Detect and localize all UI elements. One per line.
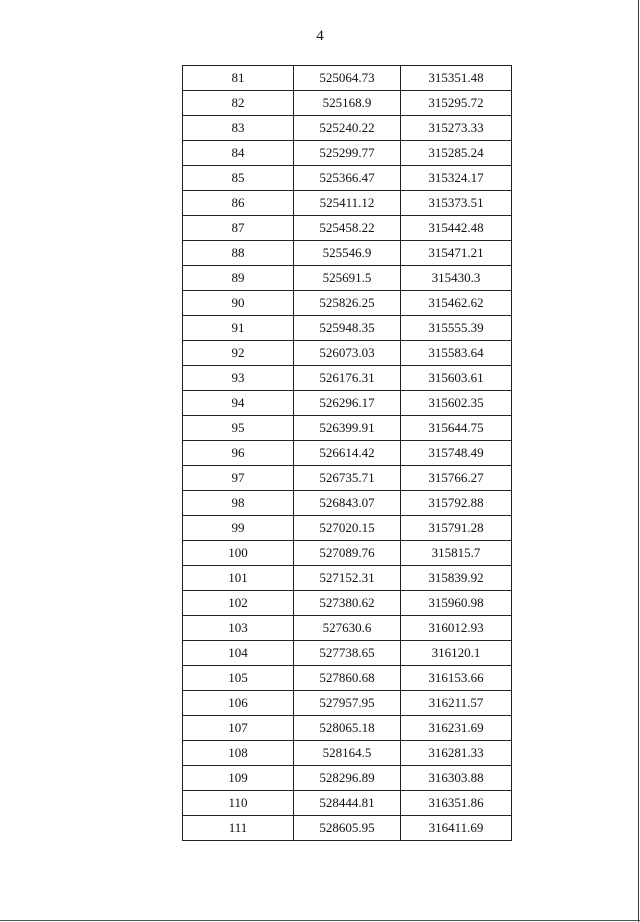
y-coordinate-cell: 315791.28: [401, 516, 512, 541]
table-row: [183, 91, 512, 116]
y-coordinate-cell: 315273.33: [401, 116, 512, 141]
table-row: [183, 316, 512, 341]
point-number-cell: 89: [183, 266, 294, 291]
point-number-cell: 111: [183, 816, 294, 841]
page-edge-right: [638, 0, 639, 922]
y-coordinate-cell: 316120.1: [401, 641, 512, 666]
x-coordinate-cell: 525168.9: [294, 91, 401, 116]
x-coordinate-cell: 528164.5: [294, 741, 401, 766]
point-number-cell: 88: [183, 241, 294, 266]
point-number-cell: 82: [183, 91, 294, 116]
x-coordinate-cell: 527020.15: [294, 516, 401, 541]
point-number-cell: 104: [183, 641, 294, 666]
y-coordinate-cell: 315644.75: [401, 416, 512, 441]
table-row: [183, 191, 512, 216]
y-coordinate-cell: 315285.24: [401, 141, 512, 166]
table-row: [183, 716, 512, 741]
table-row: [183, 366, 512, 391]
table-row: [183, 391, 512, 416]
table-row: [183, 641, 512, 666]
table-row: [183, 816, 512, 841]
x-coordinate-cell: 526073.03: [294, 341, 401, 366]
y-coordinate-cell: 316411.69: [401, 816, 512, 841]
x-coordinate-cell: 525691.5: [294, 266, 401, 291]
x-coordinate-cell: 528605.95: [294, 816, 401, 841]
page-edge-bottom: [0, 920, 640, 921]
point-number-cell: 110: [183, 791, 294, 816]
y-coordinate-cell: 315471.21: [401, 241, 512, 266]
point-number-cell: 93: [183, 366, 294, 391]
x-coordinate-cell: 525411.12: [294, 191, 401, 216]
y-coordinate-cell: 315442.48: [401, 216, 512, 241]
x-coordinate-cell: 526296.17: [294, 391, 401, 416]
y-coordinate-cell: 316231.69: [401, 716, 512, 741]
point-number-cell: 91: [183, 316, 294, 341]
y-coordinate-cell: 315462.62: [401, 291, 512, 316]
y-coordinate-cell: 316012.93: [401, 616, 512, 641]
x-coordinate-cell: 527738.65: [294, 641, 401, 666]
y-coordinate-cell: 315430.3: [401, 266, 512, 291]
y-coordinate-cell: 316211.57: [401, 691, 512, 716]
page-number: 4: [316, 28, 324, 44]
y-coordinate-cell: 315748.49: [401, 441, 512, 466]
point-number-cell: 94: [183, 391, 294, 416]
x-coordinate-cell: 528296.89: [294, 766, 401, 791]
point-number-cell: 107: [183, 716, 294, 741]
table-row: [183, 541, 512, 566]
table-row: [183, 566, 512, 591]
table-row: [183, 616, 512, 641]
x-coordinate-cell: 527630.6: [294, 616, 401, 641]
x-coordinate-cell: 526176.31: [294, 366, 401, 391]
y-coordinate-cell: 315324.17: [401, 166, 512, 191]
y-coordinate-cell: 315960.98: [401, 591, 512, 616]
y-coordinate-cell: 315295.72: [401, 91, 512, 116]
table-row: [183, 116, 512, 141]
x-coordinate-cell: 526735.71: [294, 466, 401, 491]
y-coordinate-cell: 315583.64: [401, 341, 512, 366]
x-coordinate-cell: 525948.35: [294, 316, 401, 341]
x-coordinate-cell: 528444.81: [294, 791, 401, 816]
table-row: [183, 791, 512, 816]
table-row: [183, 266, 512, 291]
point-number-cell: 103: [183, 616, 294, 641]
table-row: [183, 416, 512, 441]
table-row: [183, 341, 512, 366]
y-coordinate-cell: 315839.92: [401, 566, 512, 591]
point-number-cell: 102: [183, 591, 294, 616]
x-coordinate-cell: 526843.07: [294, 491, 401, 516]
x-coordinate-cell: 526399.91: [294, 416, 401, 441]
table-row: [183, 166, 512, 191]
y-coordinate-cell: 316351.86: [401, 791, 512, 816]
x-coordinate-cell: 527089.76: [294, 541, 401, 566]
point-number-cell: 101: [183, 566, 294, 591]
table-row: [183, 591, 512, 616]
point-number-cell: 108: [183, 741, 294, 766]
y-coordinate-cell: 315373.51: [401, 191, 512, 216]
y-coordinate-cell: 315815.7: [401, 541, 512, 566]
y-coordinate-cell: 315555.39: [401, 316, 512, 341]
point-number-cell: 85: [183, 166, 294, 191]
table-row: [183, 241, 512, 266]
point-number-cell: 105: [183, 666, 294, 691]
table-row: [183, 291, 512, 316]
point-number-cell: 106: [183, 691, 294, 716]
x-coordinate-cell: 527152.31: [294, 566, 401, 591]
point-number-cell: 98: [183, 491, 294, 516]
point-number-cell: 95: [183, 416, 294, 441]
point-number-cell: 87: [183, 216, 294, 241]
y-coordinate-cell: 315603.61: [401, 366, 512, 391]
y-coordinate-cell: 316153.66: [401, 666, 512, 691]
point-number-cell: 83: [183, 116, 294, 141]
point-number-cell: 92: [183, 341, 294, 366]
table-row: [183, 516, 512, 541]
y-coordinate-cell: 316281.33: [401, 741, 512, 766]
table-row: [183, 141, 512, 166]
y-coordinate-cell: 315351.48: [401, 66, 512, 91]
point-number-cell: 86: [183, 191, 294, 216]
point-number-cell: 90: [183, 291, 294, 316]
table-row: [183, 666, 512, 691]
y-coordinate-cell: 315792.88: [401, 491, 512, 516]
y-coordinate-cell: 315766.27: [401, 466, 512, 491]
point-number-cell: 97: [183, 466, 294, 491]
coordinates-table: [182, 65, 512, 841]
table-row: [183, 691, 512, 716]
x-coordinate-cell: 527860.68: [294, 666, 401, 691]
x-coordinate-cell: 525826.25: [294, 291, 401, 316]
x-coordinate-cell: 525366.47: [294, 166, 401, 191]
table-row: [183, 66, 512, 91]
table-row: [183, 466, 512, 491]
x-coordinate-cell: 525064.73: [294, 66, 401, 91]
point-number-cell: 100: [183, 541, 294, 566]
point-number-cell: 96: [183, 441, 294, 466]
point-number-cell: 81: [183, 66, 294, 91]
table-row: [183, 216, 512, 241]
point-number-cell: 109: [183, 766, 294, 791]
x-coordinate-cell: 527380.62: [294, 591, 401, 616]
y-coordinate-cell: 315602.35: [401, 391, 512, 416]
x-coordinate-cell: 525299.77: [294, 141, 401, 166]
point-number-cell: 99: [183, 516, 294, 541]
table-row: [183, 741, 512, 766]
x-coordinate-cell: 525546.9: [294, 241, 401, 266]
table-row: [183, 766, 512, 791]
x-coordinate-cell: 527957.95: [294, 691, 401, 716]
table-body: [183, 66, 512, 841]
x-coordinate-cell: 526614.42: [294, 441, 401, 466]
x-coordinate-cell: 525240.22: [294, 116, 401, 141]
point-number-cell: 84: [183, 141, 294, 166]
table-row: [183, 491, 512, 516]
table-row: [183, 441, 512, 466]
y-coordinate-cell: 316303.88: [401, 766, 512, 791]
x-coordinate-cell: 528065.18: [294, 716, 401, 741]
x-coordinate-cell: 525458.22: [294, 216, 401, 241]
